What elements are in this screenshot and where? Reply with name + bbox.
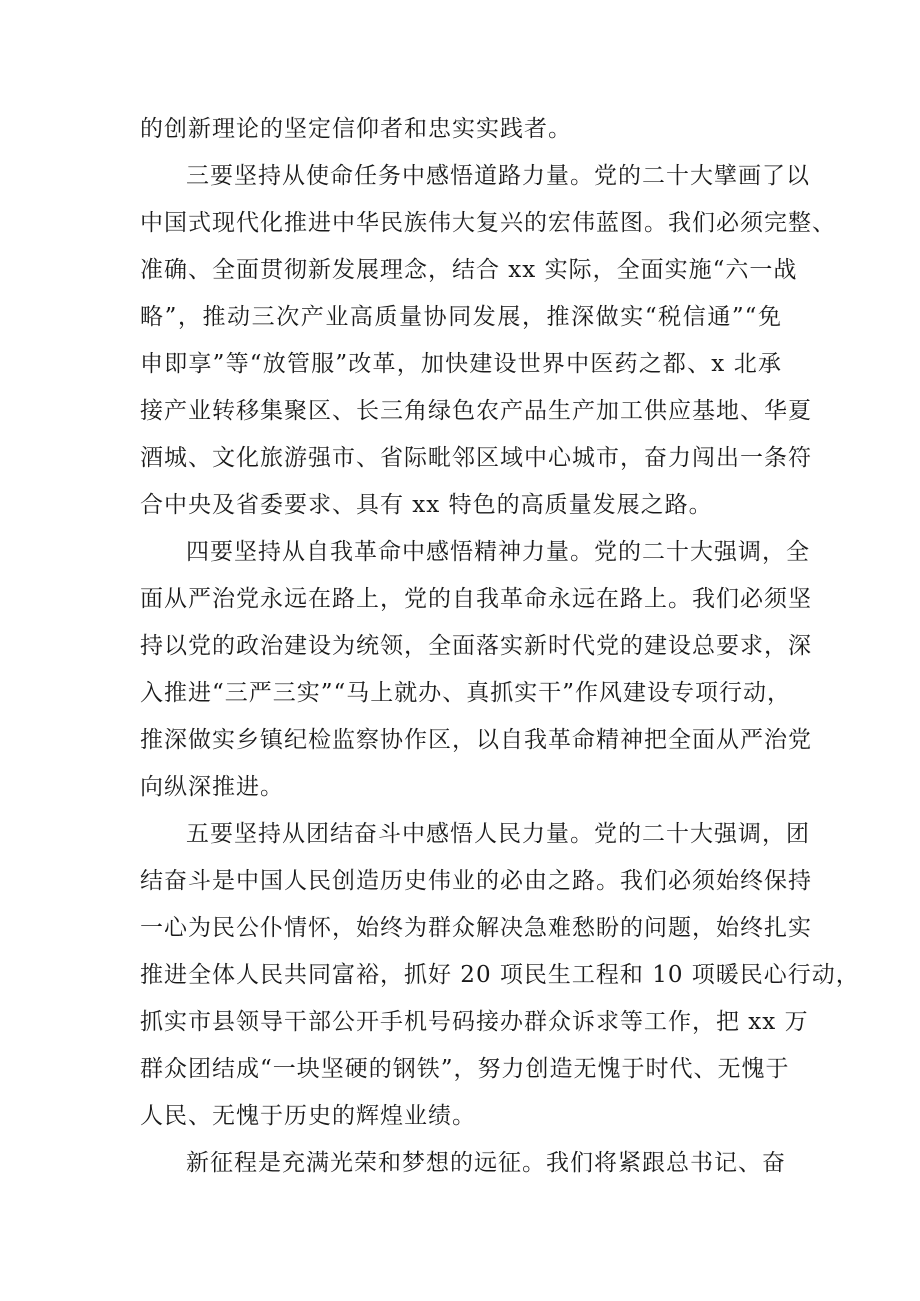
- text-line: 酒城、文化旅游强市、省际毗邻区域中心城市，奋力闯出一条符: [140, 445, 812, 471]
- text-line: 面从严治党永远在路上，党的自我革命永远在路上。我们必须坚: [140, 586, 812, 612]
- text-line: 群众团结成“一块坚硬的钢铁”，努力创造无愧于时代、无愧于: [140, 1056, 790, 1082]
- paragraph-5: [140, 1140, 786, 1187]
- text-line: 的创新理论的坚定信仰者和忠实实践者。: [140, 116, 572, 142]
- text-line: 接产业转移集聚区、长三角绿色农产品生产加工供应基地、华夏: [140, 398, 812, 424]
- text-line: 四要坚持从自我革命中感悟精神力量。党的二十大强调，全: [186, 539, 810, 565]
- text-line: 一心为民公仆情怀，始终为群众解决急难愁盼的问题，始终扎实: [140, 915, 812, 941]
- text-line: 人民、无愧于历史的辉煌业绩。: [140, 1103, 476, 1129]
- text-line: 申即享”等“放管服”改革，加快建设世界中医药之都、x 北承: [140, 351, 782, 377]
- text-line: 推深做实乡镇纪检监察协作区，以自我革命精神把全面从严治党: [140, 727, 812, 753]
- text-line: 合中央及省委要求、具有 xx 特色的高质量发展之路。: [140, 492, 713, 518]
- document-body: [140, 106, 860, 1187]
- text-line: 略”，推动三次产业高质量协同发展，推深做实“税信通”“免: [140, 304, 782, 330]
- text-line: 三要坚持从使命任务中感悟道路力量。党的二十大擘画了以: [186, 163, 810, 189]
- paragraph-1: [140, 106, 782, 153]
- text-line: 结奋斗是中国人民创造历史伟业的必由之路。我们必须始终保持: [140, 868, 812, 894]
- text-line: 中国式现代化推进中华民族伟大复兴的宏伟蓝图。我们必须完整、: [140, 210, 836, 236]
- text-line: 向纵深推进。: [140, 774, 284, 800]
- text-line: 新征程是充满光荣和梦想的远征。我们将紧跟总书记、奋: [186, 1150, 786, 1176]
- text-line: 五要坚持从团结奋斗中感悟人民力量。党的二十大强调，团: [186, 821, 810, 847]
- text-line: 准确、全面贯彻新发展理念，结合 xx 实际，全面实施“六一战: [140, 257, 798, 283]
- text-line: 推进全体人民共同富裕，抓好 20 项民生工程和 10 项暖民心行动，: [140, 962, 860, 988]
- text-line: 入推进“三严三实”“马上就办、真抓实干”作风建设专项行动，: [140, 680, 792, 706]
- paragraph-3: [140, 529, 812, 811]
- paragraph-4: [140, 811, 860, 1140]
- text-line: 持以党的政治建设为统领，全面落实新时代党的建设总要求，深: [140, 633, 812, 659]
- paragraph-2: [140, 153, 836, 529]
- text-line: 抓实市县领导干部公开手机号码接办群众诉求等工作，把 xx 万: [140, 1009, 809, 1035]
